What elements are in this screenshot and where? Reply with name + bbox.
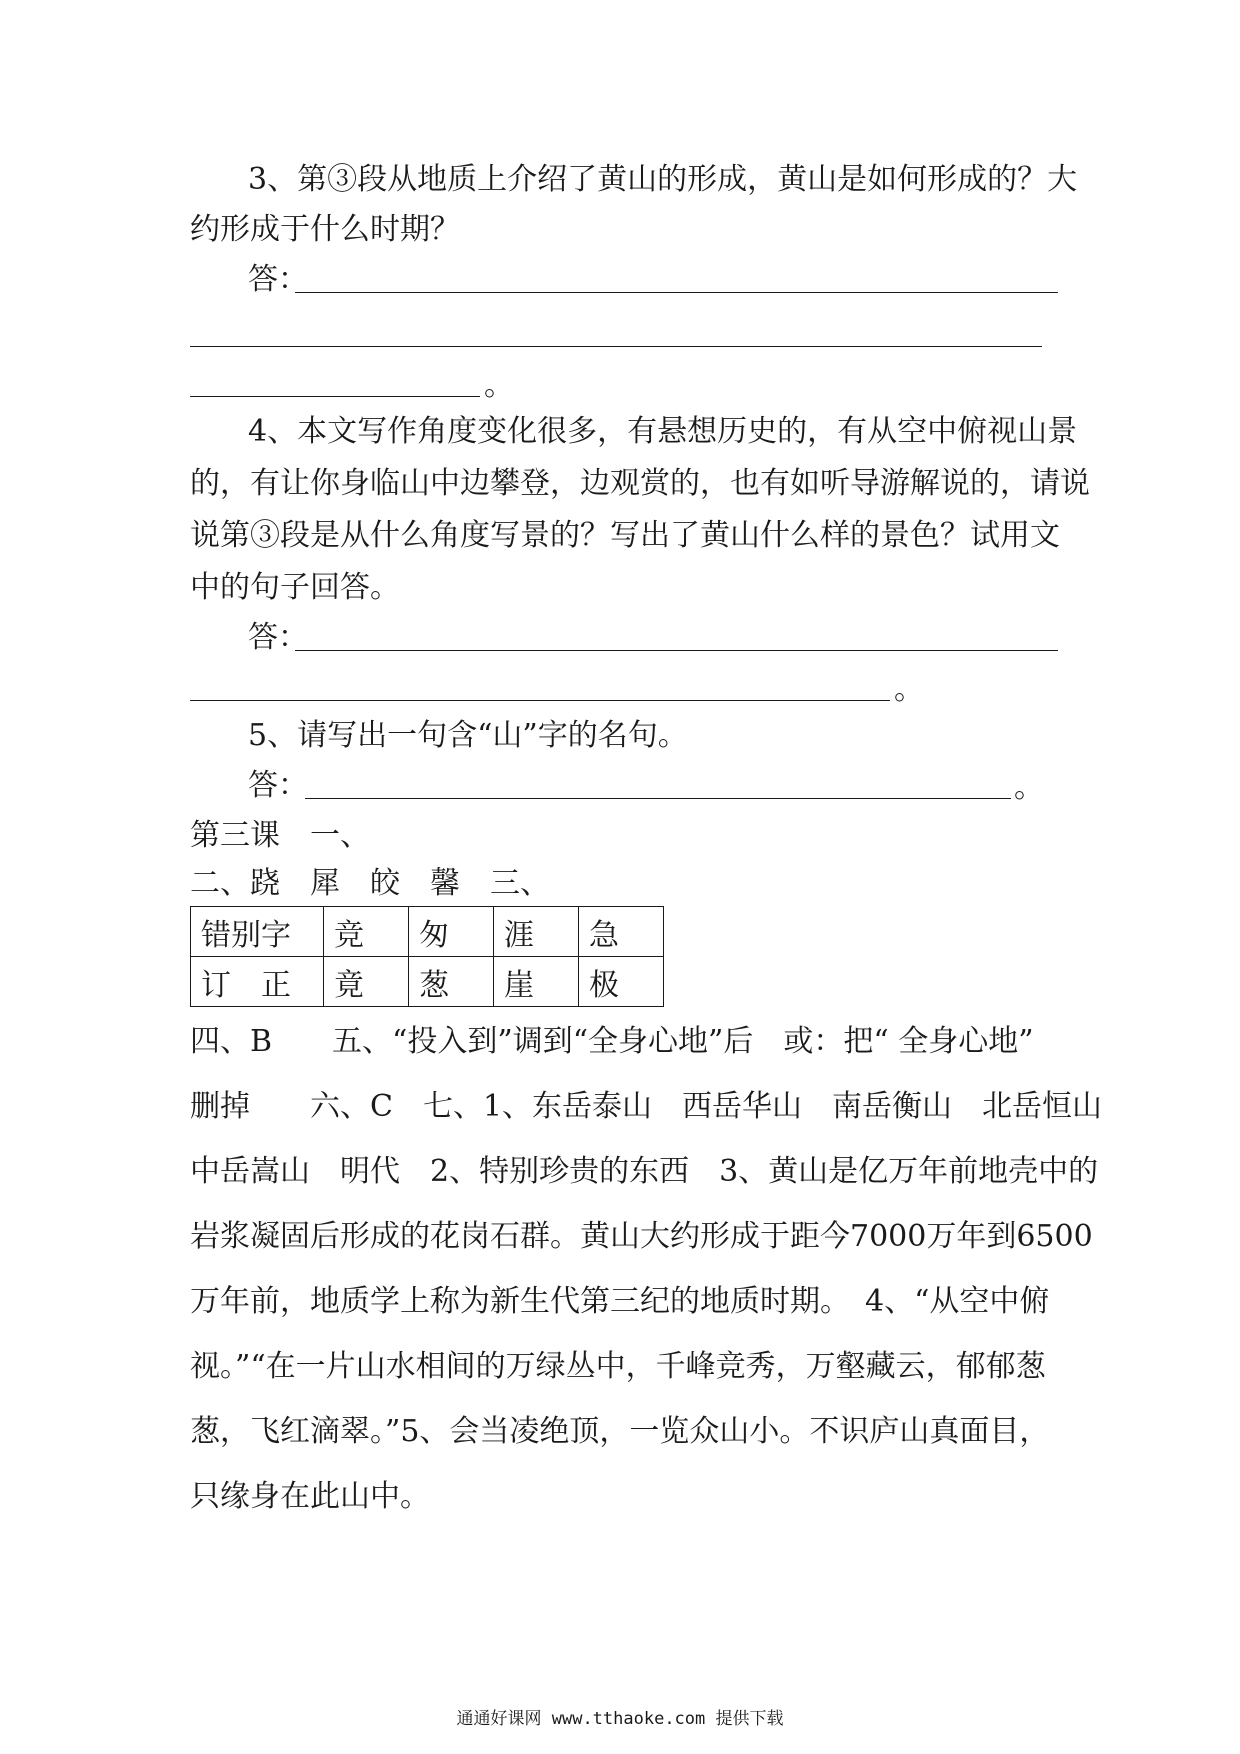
table-cell: 崖: [494, 957, 579, 1007]
q5-end-mark: 。: [1014, 770, 1044, 805]
table-row: [191, 907, 664, 957]
table-cell: 极: [579, 957, 664, 1007]
table-cell: 竞: [324, 907, 409, 957]
table-cell: 订 正: [191, 957, 324, 1007]
table-cell: 错别字: [191, 907, 324, 957]
answer-line: 视。”“在一片山水相间的万绿丛中，千峰竞秀，万壑藏云，郁郁葱: [190, 1349, 1046, 1384]
q4-line-2: 的，有让你身临山中边攀登，边观赏的，也有如听导游解说的，请说: [190, 466, 1090, 501]
q3-answer-blank-1[interactable]: [295, 292, 1058, 293]
page-footer: 通通好课网 www.tthaoke.com 提供下载: [456, 1709, 784, 1729]
correction-table: [190, 906, 664, 1007]
answer-line: 万年前，地质学上称为新生代第三纪的地质时期。 4、“从空中俯: [190, 1284, 1050, 1319]
q3-answer-blank-2[interactable]: [190, 346, 1042, 347]
q5-answer-blank[interactable]: [305, 798, 1011, 799]
q4-answer-blank-1[interactable]: [295, 650, 1058, 651]
table-cell: 急: [579, 907, 664, 957]
table-cell: 涯: [494, 907, 579, 957]
answer-part-2: 二、跷 犀 皎 馨 三、: [190, 866, 550, 901]
q4-line-3: 说第③段是从什么角度写景的？写出了黄山什么样的景色？试用文: [190, 518, 1060, 553]
table-cell: 葱: [409, 957, 494, 1007]
q4-answer-label: 答：: [248, 620, 308, 655]
answer-line: 葱，飞红滴翠。”5、会当凌绝顶，一览众山小。不识庐山真面目，: [190, 1414, 1050, 1449]
answer-line: 中岳嵩山 明代 2、特别珍贵的东西 3、黄山是亿万年前地壳中的: [190, 1154, 1099, 1189]
q3-answer-blank-3[interactable]: [190, 396, 480, 397]
q5-answer-label: 答：: [248, 768, 308, 803]
q5-line-1: 5、请写出一句含“山”字的名句。: [248, 718, 688, 753]
q4-line-4: 中的句子回答。: [190, 570, 400, 605]
q3-end-mark: 。: [484, 368, 514, 403]
table-cell: 匆: [409, 907, 494, 957]
answer-line: 四、B 五、“投入到”调到“全身心地”后 或：把“ 全身心地”: [190, 1024, 1034, 1059]
q3-line-2: 约形成于什么时期？: [190, 212, 460, 247]
lesson-heading: 第三课 一、: [190, 818, 370, 853]
q4-answer-blank-2[interactable]: [190, 700, 890, 701]
table-row: [191, 957, 664, 1007]
table-cell: 竟: [324, 957, 409, 1007]
q3-answer-label: 答：: [248, 262, 308, 297]
q4-end-mark: 。: [894, 672, 924, 707]
q4-line-1: 4、本文写作角度变化很多，有悬想历史的，有从空中俯视山景: [248, 414, 1078, 449]
answer-line: 岩浆凝固后形成的花岗石群。黄山大约形成于距今7000万年到6500: [190, 1219, 1093, 1254]
answer-line: 删掉 六、C 七、1、东岳泰山 西岳华山 南岳衡山 北岳恒山: [190, 1089, 1103, 1124]
q3-line-1: 3、第③段从地质上介绍了黄山的形成，黄山是如何形成的？大: [248, 162, 1078, 197]
answer-line: 只缘身在此山中。: [190, 1479, 430, 1514]
